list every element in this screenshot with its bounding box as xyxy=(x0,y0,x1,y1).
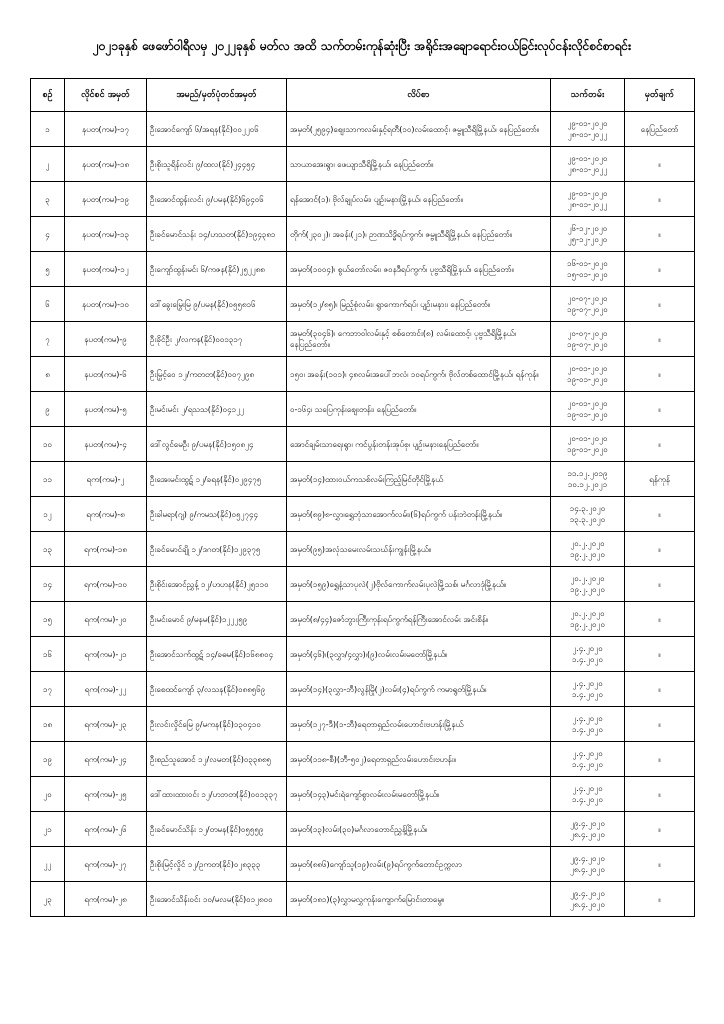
term-from: ၁၁.၁၂.၂၀၁၉ xyxy=(567,469,608,478)
table-row xyxy=(31,357,695,392)
remark: ။ xyxy=(625,777,695,812)
address: အမှတ်(၁၃)လမ်း(၃၀)မင်္ဂလာတောင်ညွှန့်မြို့နယ်။ xyxy=(287,812,551,847)
license-number: ရက(ကမ)-၂၂ xyxy=(65,672,147,707)
col-header-term: သက်တမ်း xyxy=(551,79,625,112)
holder-name: ဒေါ်ခွေးမြွေးမြ ၉/ပမန(နိုင်)၀၅၅၈၁၆ xyxy=(147,287,287,322)
holder-name: ဦးလင်းလှိုင်မြေ ၉/မကန(နိုင်)၁၃၀၄၁၀ xyxy=(147,707,287,742)
address: အောင်ချမ်းသာရေးရွာ၊ ကင်ပွန်းတန်းအုပ်စု၊ ပျဉ်းမနားနေပြည်တော်။ xyxy=(287,427,551,462)
term-period xyxy=(551,707,625,742)
license-number: ရက(ကမ)-၂၄ xyxy=(65,742,147,777)
table-row xyxy=(31,462,695,497)
address: အမှတ်(၃၀၄၆)၊ ကေဘာဝါလမ်းနှင့် စစ်တောင်း(၈) လမ်းထောင့်၊ ပုဗ္ဗသီရိမြို့နယ်၊ နေပြည်တော်။ xyxy=(287,322,551,357)
term-from: ၂၉.၄.၂၀၂၀ xyxy=(570,854,605,863)
holder-name: ဦးအေးမင်းထွဋ် ၁၂/ခရန(နိုင်)၀၂၉၄၇၅ xyxy=(147,462,287,497)
remark: ။ xyxy=(625,392,695,427)
table-row xyxy=(31,217,695,252)
row-number: ၁၆ xyxy=(31,637,65,672)
address: အမှတ်(၄၆)၊(၃လွှာ/၄လွှာ)၊(၉)လမ်းလမ်းမတော်မြို့နယ်။ xyxy=(287,637,551,672)
address: ၀-၁၆၄၊ သပြေကုန်းဈေးတန်း၊ နေပြည်တော်။ xyxy=(287,392,551,427)
table-header xyxy=(31,79,695,112)
row-number: ၄ xyxy=(31,217,65,252)
table-row xyxy=(31,882,695,917)
row-number: ၁၃ xyxy=(31,532,65,567)
remark: ။ xyxy=(625,532,695,567)
holder-name: ဦးခင်မောင်ချို ၁၂/ဒဂတ(နိုင်)၁၂၉၃၇၅ xyxy=(147,532,287,567)
term-to: ၁၉.၂.၂၀၂၀ xyxy=(570,585,605,594)
term-to: ၁၉-၀၁-၂၀၂၀ xyxy=(567,445,608,454)
remark: ။ xyxy=(625,847,695,882)
table-row xyxy=(31,812,695,847)
remark: ။ xyxy=(625,217,695,252)
table-row xyxy=(31,637,695,672)
row-number: ၁၄ xyxy=(31,567,65,602)
term-period xyxy=(551,812,625,847)
address: အမှတ်(၁၄၃)မင်းရဲကျော်စွာလမ်းလမ်းမတော်မြို့နယ်။ xyxy=(287,777,551,812)
term-period xyxy=(551,462,625,497)
table-row xyxy=(31,672,695,707)
address: တိုက်(၂၃၀၂)၊ အခန်း(၂၁)၊ ဉာဏသိဒ္ဓိရပ်ကွက်၊ ဇမ္ဗူသီရိမြို့နယ်၊ နေပြည်တော်။ xyxy=(287,217,551,252)
address: အမှတ်(၈၉)၈-လွှာ၊ရွှေဘုံသာအောက်လမ်း၊(၆)ရပ်ကွက် ပန်းဘဲတန်းမြို့နယ်။ xyxy=(287,497,551,532)
license-number: နပတ(ကမ)-၁၂ xyxy=(65,252,147,287)
holder-name: ဦးခိုင်ဦး ၂/လကန(နိုင်)၀၀၁၃၁၇ xyxy=(147,322,287,357)
term-from: ၂.၄.၂၀၂၀ xyxy=(572,749,603,758)
remark: ။ xyxy=(625,182,695,217)
term-to: ၁၃.၃.၂၀၂၀ xyxy=(569,515,606,524)
table-row xyxy=(31,602,695,637)
term-period xyxy=(551,392,625,427)
term-to: ၂၅-၁၂-၂၀၂၀ xyxy=(567,235,608,244)
remark: ။ xyxy=(625,672,695,707)
holder-name: ဦးမင်းမောင် ၉/မနမ(နိုင်)၁၂၂၂၅၉ xyxy=(147,602,287,637)
term-period xyxy=(551,567,625,602)
remark: ။ xyxy=(625,427,695,462)
row-number: ၂၁ xyxy=(31,812,65,847)
row-number: ၂၂ xyxy=(31,847,65,882)
address: အမှတ်(၁၄)ထားဝယ်ကသစ်လမ်းကြည့်မြင်တိုင်မြို့နယ် xyxy=(287,462,551,497)
address: အမှတ်(၈/၄၄)ဇော်ဘွားကြီးကုန်းရပ်ကွက်ရန်ကြီးအောင်လမ်း အင်းစိန်။ xyxy=(287,602,551,637)
col-header-no: စဉ် xyxy=(31,79,65,112)
table-row xyxy=(31,532,695,567)
holder-name: ဦးအောင်သိန်းဝင်း ၁၀/မလမ(နိုင်)၀၁၂၈၀၀ xyxy=(147,882,287,917)
holder-name: ဦးစိုးသူရိန်လင်း ၉/ထလ(နိုင်)၂၄၄၅၄ xyxy=(147,147,287,182)
term-from: ၂၀.၂.၂၀၂၀ xyxy=(570,539,605,548)
row-number: ၁ xyxy=(31,112,65,147)
license-number: ရက(ကမ)-၂၅ xyxy=(65,777,147,812)
col-header-name: အမည်/မှတ်ပုံတင်အမှတ် xyxy=(147,79,287,112)
holder-name: ဦးမြှင့်ဝေ ၁၂/ကတတ(နိုင်)၀၀၇၂၉၈ xyxy=(147,357,287,392)
row-number: ၂ xyxy=(31,147,65,182)
remark: ။ xyxy=(625,812,695,847)
term-to: ၂၈-၀၁-၂၀၂၂ xyxy=(567,200,608,209)
remark: နေပြည်တော် xyxy=(625,112,695,147)
term-from: ၂၀-၀၁-၂၀၂၀ xyxy=(567,399,608,408)
license-table xyxy=(30,78,695,917)
table-row xyxy=(31,182,695,217)
table-row xyxy=(31,497,695,532)
term-to: ၁၉-၀၇-၂၀၂၀ xyxy=(567,305,608,314)
remark: ။ xyxy=(625,322,695,357)
row-number: ၁၉ xyxy=(31,742,65,777)
term-period xyxy=(551,252,625,287)
row-number: ၃ xyxy=(31,182,65,217)
remark: ။ xyxy=(625,252,695,287)
address: ၁၅၀၊ အခန်း(၁၀၁)၊ ၄၈လမ်းအပေါ်ဘလံ၊ ၁၀ရပ်ကွက်၊ ဗိုလ်တစ်ထောင်မြို့နယ်၊ ရန်ကုန်။ xyxy=(287,357,551,392)
term-from: ၂.၄.၂၀၂၀ xyxy=(572,714,603,723)
row-number: ၅ xyxy=(31,252,65,287)
holder-name: ဦးအောင်ထွန်းလင်း ၉/ပမန(နိုင်)၆၉၄၀၆ xyxy=(147,182,287,217)
term-to: ၁.၄.၂၀၂၀ xyxy=(572,795,603,804)
term-from: ၂၀-၀၁-၂၀၂၀ xyxy=(567,364,608,373)
license-number: ရက(ကမ)-၂၀ xyxy=(65,602,147,637)
table-row xyxy=(31,252,695,287)
term-from: ၂၉-၀၁-၂၀၂၀ xyxy=(567,189,608,198)
address: အမှတ်(၁၁၈-စီ)(ဘီ-၅၀၂)ရေတာရှည်လမ်းဟောင်းဗဟန်း။ xyxy=(287,742,551,777)
remark: ။ xyxy=(625,882,695,917)
address: အမှတ်(၁၄)(၃လွှာ-ဘီ)လွန်မြို(၂)လမ်း(၄)ရပ်ကွက် ကမာရွတ်မြို့နယ်။ xyxy=(287,672,551,707)
holder-name: ဦးစေထင်ကျော် ၃/လသန(နိုင်)၀၈၈၅၆၉ xyxy=(147,672,287,707)
row-number: ၈ xyxy=(31,357,65,392)
row-number: ၁၈ xyxy=(31,707,65,742)
term-from: ၂၉.၄.၂၀၂၀ xyxy=(570,889,605,898)
term-period xyxy=(551,672,625,707)
term-to: ၁၉-၀၁-၂၀၂၀ xyxy=(567,375,608,384)
remark: ။ xyxy=(625,637,695,672)
term-period xyxy=(551,287,625,322)
term-to: ၁.၄.၂၀၂၀ xyxy=(572,690,603,699)
term-from: ၂၉-၀၁-၂၀၂၀ xyxy=(567,119,608,128)
term-from: ၂၀-၀၁-၂၀၂၀ xyxy=(567,434,608,443)
table-row xyxy=(31,427,695,462)
row-number: ၂၀ xyxy=(31,777,65,812)
term-period xyxy=(551,532,625,567)
term-period xyxy=(551,847,625,882)
table-row xyxy=(31,742,695,777)
address: အမှတ်(၁၈၁)(၃)လွှာမလွှကုန်းကျောက်မြောင်းတာမွေ။ xyxy=(287,882,551,917)
term-period xyxy=(551,147,625,182)
holder-name: ဦးခင်မောင်သန်း ၁၄/ဟသတ(နိုင်)၁၉၄၃၈၁ xyxy=(147,217,287,252)
holder-name: ဦးကျော်ထွန်းမင်း ၆/ကဇန(နိုင်)၂၅၂၂၈၈ xyxy=(147,252,287,287)
term-to: ၁၉.၂.၂၀၂၀ xyxy=(570,620,605,629)
col-header-license: လိုင်စင် အမှတ် xyxy=(65,79,147,112)
license-number: ရက(ကမ)-၂၇ xyxy=(65,847,147,882)
term-to: ၁.၄.၂၀၂၀ xyxy=(572,655,603,664)
license-number: နပတ(ကမ)-၁၇ xyxy=(65,112,147,147)
remark: ။ xyxy=(625,287,695,322)
term-from: ၁၆-၀၁-၂၀၂၀ xyxy=(567,259,608,268)
row-number: ၆ xyxy=(31,287,65,322)
remark: ။ xyxy=(625,602,695,637)
term-to: ၁၉-၀၇-၂၀၂၀ xyxy=(567,340,608,349)
row-number: ၁၅ xyxy=(31,602,65,637)
holder-name: ဦးအောင်ကျော် ၆/အရန(နိုင်)၀၀၂၂၀၆ xyxy=(147,112,287,147)
holder-name: ဦးစည်သူအောင် ၁၂/လမတ(နိုင်)၀၃၃၈၈၅ xyxy=(147,742,287,777)
license-number: နပတ(ကမ)-၉ xyxy=(65,322,147,357)
term-period xyxy=(551,427,625,462)
remark: ရန်ကုန် xyxy=(625,462,695,497)
table-row xyxy=(31,287,695,322)
table-row xyxy=(31,847,695,882)
license-number: ရက(ကမ)-၂၈ xyxy=(65,882,147,917)
holder-name: ဦးမင်းမင်း ၂/ရသသ(နိုင်)၀၄၁၂၂ xyxy=(147,392,287,427)
holder-name: ဦးခင်မောင်သိန်း ၁၂/တမန(နိုင်)၀၅၅၅၉ xyxy=(147,812,287,847)
term-to: ၂၈.၄.၂၀၂၀ xyxy=(570,830,605,839)
license-number: ရက(ကမ)-၁၀ xyxy=(65,567,147,602)
row-number: ၁၁ xyxy=(31,462,65,497)
term-period xyxy=(551,112,625,147)
remark: ။ xyxy=(625,497,695,532)
term-from: ၂၀-၀၇-၂၀၂၀ xyxy=(567,329,608,338)
term-to: ၂၈-၀၁-၂၀၂၂ xyxy=(567,165,608,174)
row-number: ၁၀ xyxy=(31,427,65,462)
address: အမှတ်(၁၂၇-ဒီ)(၁-ဘီ)ရေတာရှည်လမ်းဟောင်းဗဟန်းမြို့နယ် xyxy=(287,707,551,742)
table-row xyxy=(31,567,695,602)
holder-name: ဦးခါမရာ(ဂျ) ၉/ကမသ(နိုင်)၀၅၂၇၄၄ xyxy=(147,497,287,532)
row-number: ၉ xyxy=(31,392,65,427)
term-to: ၁၅-၀၁-၂၀၂၀ xyxy=(567,270,608,279)
address: အမှတ်(၉၅)အလုံသမေးလမ်းသဃ်န်းကျွန်းမြို့နယ်။ xyxy=(287,532,551,567)
license-number: နပတ(ကမ)-၁၈ xyxy=(65,147,147,182)
term-to: ၁၉.၂.၂၀၂၀ xyxy=(570,550,605,559)
term-from: ၂၆-၁၂-၂၀၂၀ xyxy=(567,224,608,233)
term-period xyxy=(551,357,625,392)
term-period xyxy=(551,742,625,777)
license-number: နပတ(ကမ)-၁၀ xyxy=(65,287,147,322)
col-header-address: လိပ်စာ xyxy=(287,79,551,112)
license-number: နပတ(ကမ)-၆ xyxy=(65,357,147,392)
term-period xyxy=(551,602,625,637)
license-number: နပတ(ကမ)-၁၃ xyxy=(65,217,147,252)
term-to: ၂၈.၄.၂၀၂၀ xyxy=(570,900,605,909)
row-number: ၇ xyxy=(31,322,65,357)
license-number: နပတ(ကမ)-၅ xyxy=(65,392,147,427)
license-number: ရက(ကမ)-၂၃ xyxy=(65,707,147,742)
term-from: ၂.၄.၂၀၂၀ xyxy=(572,644,603,653)
term-period xyxy=(551,777,625,812)
holder-name: ဦးအောင်သက်ထွဋ် ၁၄/ခဓမ(နိုင်)၁၆၈၈၀၄ xyxy=(147,637,287,672)
remark: ။ xyxy=(625,567,695,602)
license-number: ရက(ကမ)-၁၈ xyxy=(65,532,147,567)
remark: ။ xyxy=(625,707,695,742)
address: အမှတ်(၁၀၀၄)၊ စွယ်တော်လမ်း၊ ဇဝနဒီရပ်ကွက်၊ ပုဗ္ဗသီရိမြို့နယ်၊ နေပြည်တော်။ xyxy=(287,252,551,287)
holder-name: ဒေါ်ထားထားဝင်း ၁၂/ဟဘတ(နိုင်)၀၀၁၃၃၇ xyxy=(147,777,287,812)
table-row xyxy=(31,392,695,427)
term-to: ၂၈-၀၁-၂၀၂၂ xyxy=(567,130,608,139)
holder-name: ဒေါ်လွင်မေဦး ၉/ပမန(နိုင်)၁၅၀၈၂၄ xyxy=(147,427,287,462)
license-number: နပတ(ကမ)-၁၉ xyxy=(65,182,147,217)
remark: ။ xyxy=(625,357,695,392)
address: အမှတ်(၁၂/၈၅)၊ မြည့်စုံလမ်း၊ ရွာကောက်ရပ်၊ ပျဉ်းမနား၊ နေပြည်တော်။ xyxy=(287,287,551,322)
term-from: ၁၄.၃.၂၀၂၀ xyxy=(569,504,606,513)
license-number: ရက(ကမ)-၂၁ xyxy=(65,637,147,672)
term-period xyxy=(551,182,625,217)
address: အမှတ်(၈၈၆)ကျော်သူ(၁၉)လမ်း(၉)ရပ်ကွက်တောင်ဥက္ကလာ xyxy=(287,847,551,882)
term-from: ၂၀.၂.၂၀၂၀ xyxy=(570,609,605,618)
term-from: ၂၉-၀၁-၂၀၂၀ xyxy=(567,154,608,163)
license-number: ရက(ကမ)-၈ xyxy=(65,497,147,532)
row-number: ၂၃ xyxy=(31,882,65,917)
term-to: ၁၉-၀၁-၂၀၂၀ xyxy=(567,410,608,419)
address: အမှတ်(၁၅၉)ရွှေနံ့သာပုလဲ(၂)ဗိုလ်ကောက်လမ်းပုလဲမြို့သစ်၊ မင်္ဂလာဒုံမြို့နယ်။ xyxy=(287,567,551,602)
license-number: ရက(ကမ)-၂၆ xyxy=(65,812,147,847)
license-number: ရက(ကမ)-၂ xyxy=(65,462,147,497)
row-number: ၁၂ xyxy=(31,497,65,532)
col-header-remark: မှတ်ချက် xyxy=(625,79,695,112)
holder-name: ဦးစိုးမြင့်လှိုင် ၁၂/ဥကတ(နိုင်)၀၂၈၃၃၃ xyxy=(147,847,287,882)
table-row xyxy=(31,112,695,147)
license-number: နပတ(ကမ)-၄ xyxy=(65,427,147,462)
remark: ။ xyxy=(625,147,695,182)
row-number: ၁၇ xyxy=(31,672,65,707)
term-from: ၂၀-၀၇-၂၀၂၀ xyxy=(567,294,608,303)
term-period xyxy=(551,637,625,672)
holder-name: ဦးစိုင်းအောင်ညွှန့် ၁၂/ဟဟန(နိုင်)၂၅၁၁၀ xyxy=(147,567,287,602)
term-from: ၂.၄.၂၀၂၀ xyxy=(572,784,603,793)
page-title: ၂၀၂၁ခုနှစ် ဖေဖော်ဝါရီလမှ ၂၀၂၂ခုနှစ် မတ်လ အထိ သက်တမ်းကုန်ဆုံးပြီး အရိုင်းအချောရောင်းဝယ်ခြင်းလုပ်ငန်းလိုင်စင်စာရင်း xyxy=(92,39,632,53)
term-period xyxy=(551,217,625,252)
term-to: ၁၀.၁၂.၂၀၂၁ xyxy=(567,480,608,489)
table-row xyxy=(31,322,695,357)
address: အမှတ်(၂၅၉၄)ဈေးသာကလမ်းနှင့်ရတီ(၁၀)လမ်းထောင့်၊ ဇမ္ဗူသီရိမြို့နယ်၊ နေပြည်တော်။ xyxy=(287,112,551,147)
term-period xyxy=(551,322,625,357)
address: ရန်အောင်(၁)၊ ဗိုလ်ချုပ်လမ်း၊ ပျဉ်းမနားမြို့နယ်၊ နေပြည်တော်။ xyxy=(287,182,551,217)
term-from: ၂၀.၂.၂၀၂၀ xyxy=(570,574,605,583)
term-to: ၂၈.၄.၂၀၂၀ xyxy=(570,865,605,874)
term-period xyxy=(551,882,625,917)
table-body xyxy=(31,112,695,917)
term-to: ၁.၄.၂၀၂၀ xyxy=(572,725,603,734)
remark: ။ xyxy=(625,742,695,777)
term-period xyxy=(551,497,625,532)
term-to: ၁.၄.၂၀၂၀ xyxy=(572,760,603,769)
table-row xyxy=(31,707,695,742)
term-from: ၂.၄.၂၀၂၀ xyxy=(572,679,603,688)
table-row xyxy=(31,147,695,182)
address: သာယာအေးရွာ၊ ဖေယျာသီရိမြို့နယ်၊ နေပြည်တော်။ xyxy=(287,147,551,182)
term-from: ၂၉.၄.၂၀၂၀ xyxy=(570,819,605,828)
table-row xyxy=(31,777,695,812)
